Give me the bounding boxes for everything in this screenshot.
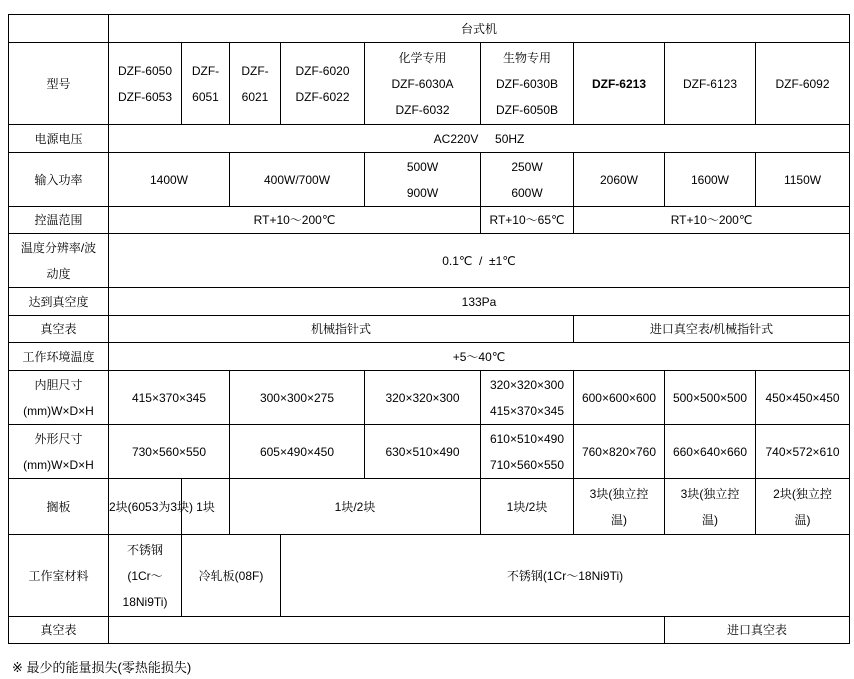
temp-range-row	[9, 207, 850, 234]
inner-size-value: 500×500×500	[665, 371, 756, 425]
shelves-value: 2块(6053为3块)	[109, 479, 182, 535]
vacuum-gauge-value-2: 进口真空表	[665, 617, 850, 644]
vacuum-gauge-row	[9, 316, 850, 343]
model-cell: DZF-6123	[665, 43, 756, 125]
inner-size-value: 300×300×275	[230, 371, 365, 425]
shelves-value: 2块(独立控 温)	[756, 479, 850, 535]
input-power-value: 1150W	[756, 153, 850, 207]
model-cell: DZF-6050 DZF-6053	[109, 43, 182, 125]
input-power-value: 400W/700W	[230, 153, 365, 207]
chamber-material-value: 冷轧板(08F)	[182, 535, 281, 617]
temp-range-value: RT+10～200℃	[574, 207, 850, 234]
vacuum-gauge-label-2: 真空表	[9, 617, 109, 644]
vacuum-gauge-value-2	[109, 617, 665, 644]
shelves-value: 1块/2块	[481, 479, 574, 535]
outer-size-value: 660×640×660	[665, 425, 756, 479]
inner-size-row	[9, 371, 850, 425]
spec-table	[8, 14, 850, 644]
model-cell: 生物专用 DZF-6030B DZF-6050B	[481, 43, 574, 125]
table-header: 台式机	[109, 15, 850, 43]
shelves-row	[9, 479, 850, 535]
outer-size-value: 740×572×610	[756, 425, 850, 479]
chamber-material-value: 不锈钢(1Cr～18Ni9Ti)	[281, 535, 850, 617]
outer-size-value: 610×510×490 710×560×550	[481, 425, 574, 479]
input-power-value: 1400W	[109, 153, 230, 207]
model-row	[9, 43, 850, 125]
model-cell: DZF-6213	[574, 43, 665, 125]
shelves-label: 搁板	[9, 479, 109, 535]
vacuum-degree-label: 达到真空度	[9, 288, 109, 316]
shelves-value: 1块/2块	[230, 479, 481, 535]
input-power-value: 500W 900W	[365, 153, 481, 207]
outer-size-value: 605×490×450	[230, 425, 365, 479]
ambient-temp-value: +5～40℃	[109, 343, 850, 371]
inner-size-value: 320×320×300	[365, 371, 481, 425]
input-power-value: 1600W	[665, 153, 756, 207]
temp-resolution-row	[9, 234, 850, 288]
inner-size-value: 415×370×345	[109, 371, 230, 425]
power-supply-label: 电源电压	[9, 125, 109, 153]
temp-range-value: RT+10～65℃	[481, 207, 574, 234]
model-cell: 化学专用 DZF-6030A DZF-6032	[365, 43, 481, 125]
vacuum-gauge-value: 机械指针式	[109, 316, 574, 343]
inner-size-label: 内胆尺寸 (mm)W×D×H	[9, 371, 109, 425]
temp-resolution-value: 0.1℃ / ±1℃	[109, 234, 850, 288]
ambient-temp-row	[9, 343, 850, 371]
vacuum-gauge-label: 真空表	[9, 316, 109, 343]
outer-size-value: 760×820×760	[574, 425, 665, 479]
power-supply-row	[9, 125, 850, 153]
model-cell: DZF- 6051	[182, 43, 230, 125]
outer-size-label: 外形尺寸 (mm)W×D×H	[9, 425, 109, 479]
temp-range-value: RT+10～200℃	[109, 207, 481, 234]
inner-size-value: 600×600×600	[574, 371, 665, 425]
inner-size-value: 320×320×300 415×370×345	[481, 371, 574, 425]
chamber-material-row	[9, 535, 850, 617]
input-power-label: 输入功率	[9, 153, 109, 207]
input-power-value: 2060W	[574, 153, 665, 207]
chamber-material-label: 工作室材料	[9, 535, 109, 617]
outer-size-value: 730×560×550	[109, 425, 230, 479]
temp-resolution-label: 温度分辨率/波 动度	[9, 234, 109, 288]
ambient-temp-label: 工作环境温度	[9, 343, 109, 371]
header-row	[9, 15, 850, 43]
power-supply-value: AC220V 50HZ	[109, 125, 850, 153]
inner-size-value: 450×450×450	[756, 371, 850, 425]
input-power-value: 250W 600W	[481, 153, 574, 207]
model-cell: DZF-6020 DZF-6022	[281, 43, 365, 125]
temp-range-label: 控温范围	[9, 207, 109, 234]
outer-size-value: 630×510×490	[365, 425, 481, 479]
model-cell: DZF-6092	[756, 43, 850, 125]
vacuum-degree-row	[9, 288, 850, 316]
shelves-value: 3块(独立控 温)	[665, 479, 756, 535]
blank-corner-cell	[9, 15, 109, 43]
model-cell: DZF- 6021	[230, 43, 281, 125]
shelves-value: 1块	[182, 479, 230, 535]
shelves-value: 3块(独立控 温)	[574, 479, 665, 535]
footnote: ※ 最少的能量损失(零热能损失)	[12, 660, 192, 675]
input-power-row	[9, 153, 850, 207]
vacuum-gauge-row-2	[9, 617, 850, 644]
vacuum-degree-value: 133Pa	[109, 288, 850, 316]
vacuum-gauge-value: 进口真空表/机械指针式	[574, 316, 850, 343]
outer-size-row	[9, 425, 850, 479]
model-label: 型号	[9, 43, 109, 125]
chamber-material-value: 不锈钢 (1Cr～ 18Ni9Ti)	[109, 535, 182, 617]
